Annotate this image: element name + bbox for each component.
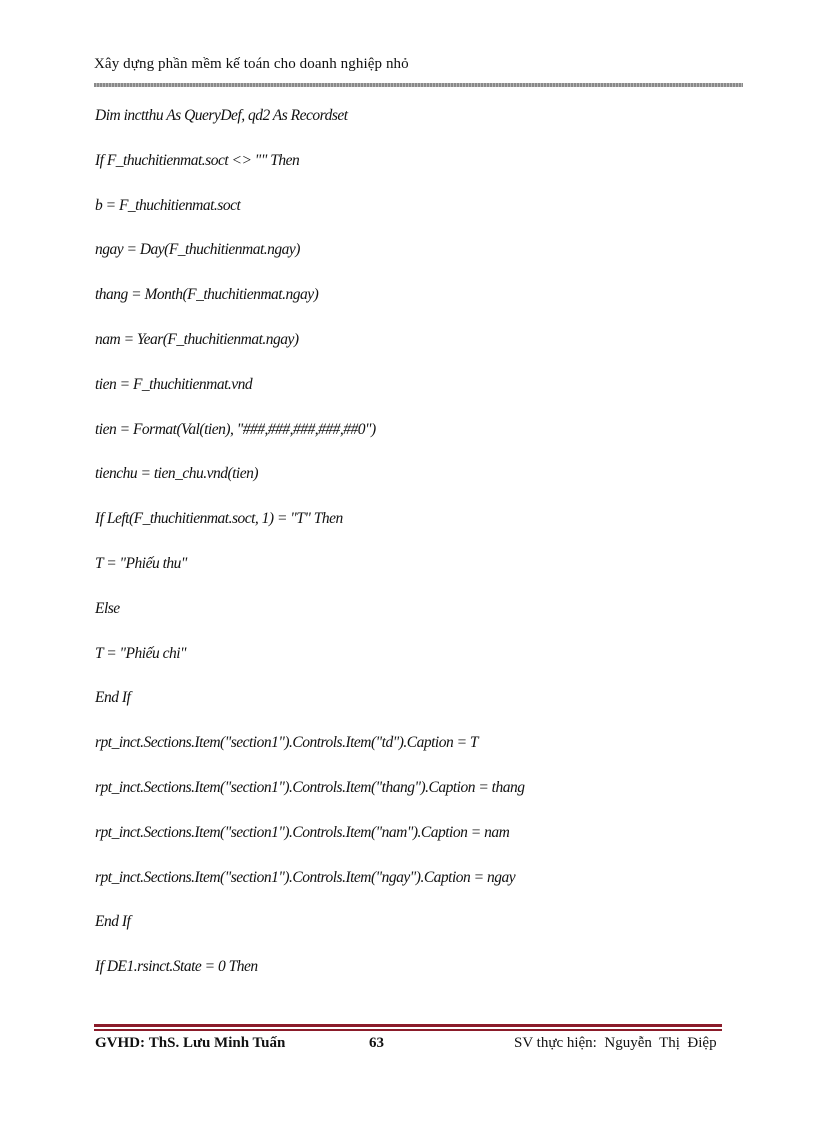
code-line: nam = Year(F_thuchitienmat.ngay) <box>95 330 299 348</box>
footer-student <box>514 1035 717 1052</box>
code-line: If F_thuchitienmat.soct <> "" Then <box>95 151 300 169</box>
code-line: End If <box>95 913 131 931</box>
code-line: rpt_inct.Sections.Item("section1").Controls.Item("thang").Caption = thang <box>95 778 525 796</box>
code-line: T = "Phiếu thu" <box>95 554 187 572</box>
footer-supervisor <box>95 1035 285 1052</box>
page-number: 63 <box>369 1035 384 1051</box>
student-name: Nguyễn Thị Điệp <box>604 1035 717 1051</box>
code-line: Else <box>95 599 120 617</box>
code-line: rpt_inct.Sections.Item("section1").Controls.Item("td").Caption = T <box>95 734 479 752</box>
header-divider <box>94 83 743 87</box>
code-line: tien = Format(Val(tien), "###,###,###,###,##0") <box>95 420 376 438</box>
code-listing <box>95 104 525 1000</box>
code-line: rpt_inct.Sections.Item("section1").Controls.Item("nam").Caption = nam <box>95 823 510 841</box>
code-line: If DE1.rsinct.State = 0 Then <box>95 958 258 976</box>
code-line: thang = Month(F_thuchitienmat.ngay) <box>95 286 319 304</box>
running-header-title: Xây dựng phần mềm kế toán cho doanh nghiệp nhỏ <box>94 56 409 72</box>
code-line: tien = F_thuchitienmat.vnd <box>95 375 253 393</box>
code-line: rpt_inct.Sections.Item("section1").Controls.Item("ngay").Caption = ngay <box>95 868 516 886</box>
footer-divider-thick <box>94 1024 722 1027</box>
code-line: b = F_thuchitienmat.soct <box>95 196 241 214</box>
code-line: ngay = Day(F_thuchitienmat.ngay) <box>95 241 300 259</box>
code-line: tienchu = tien_chu.vnd(tien) <box>95 465 259 483</box>
code-line: End If <box>95 689 131 707</box>
student-label: SV thực hiện: <box>514 1035 597 1051</box>
supervisor-name: ThS. Lưu Minh Tuấn <box>148 1035 286 1051</box>
code-line: If Left(F_thuchitienmat.soct, 1) = "T" Then <box>95 510 343 528</box>
code-line: T = "Phiếu chi" <box>95 644 187 662</box>
supervisor-label: GVHD: <box>95 1035 145 1051</box>
code-line: Dim inctthu As QueryDef, qd2 As Recordset <box>95 107 348 124</box>
footer-divider-thin <box>94 1029 722 1031</box>
